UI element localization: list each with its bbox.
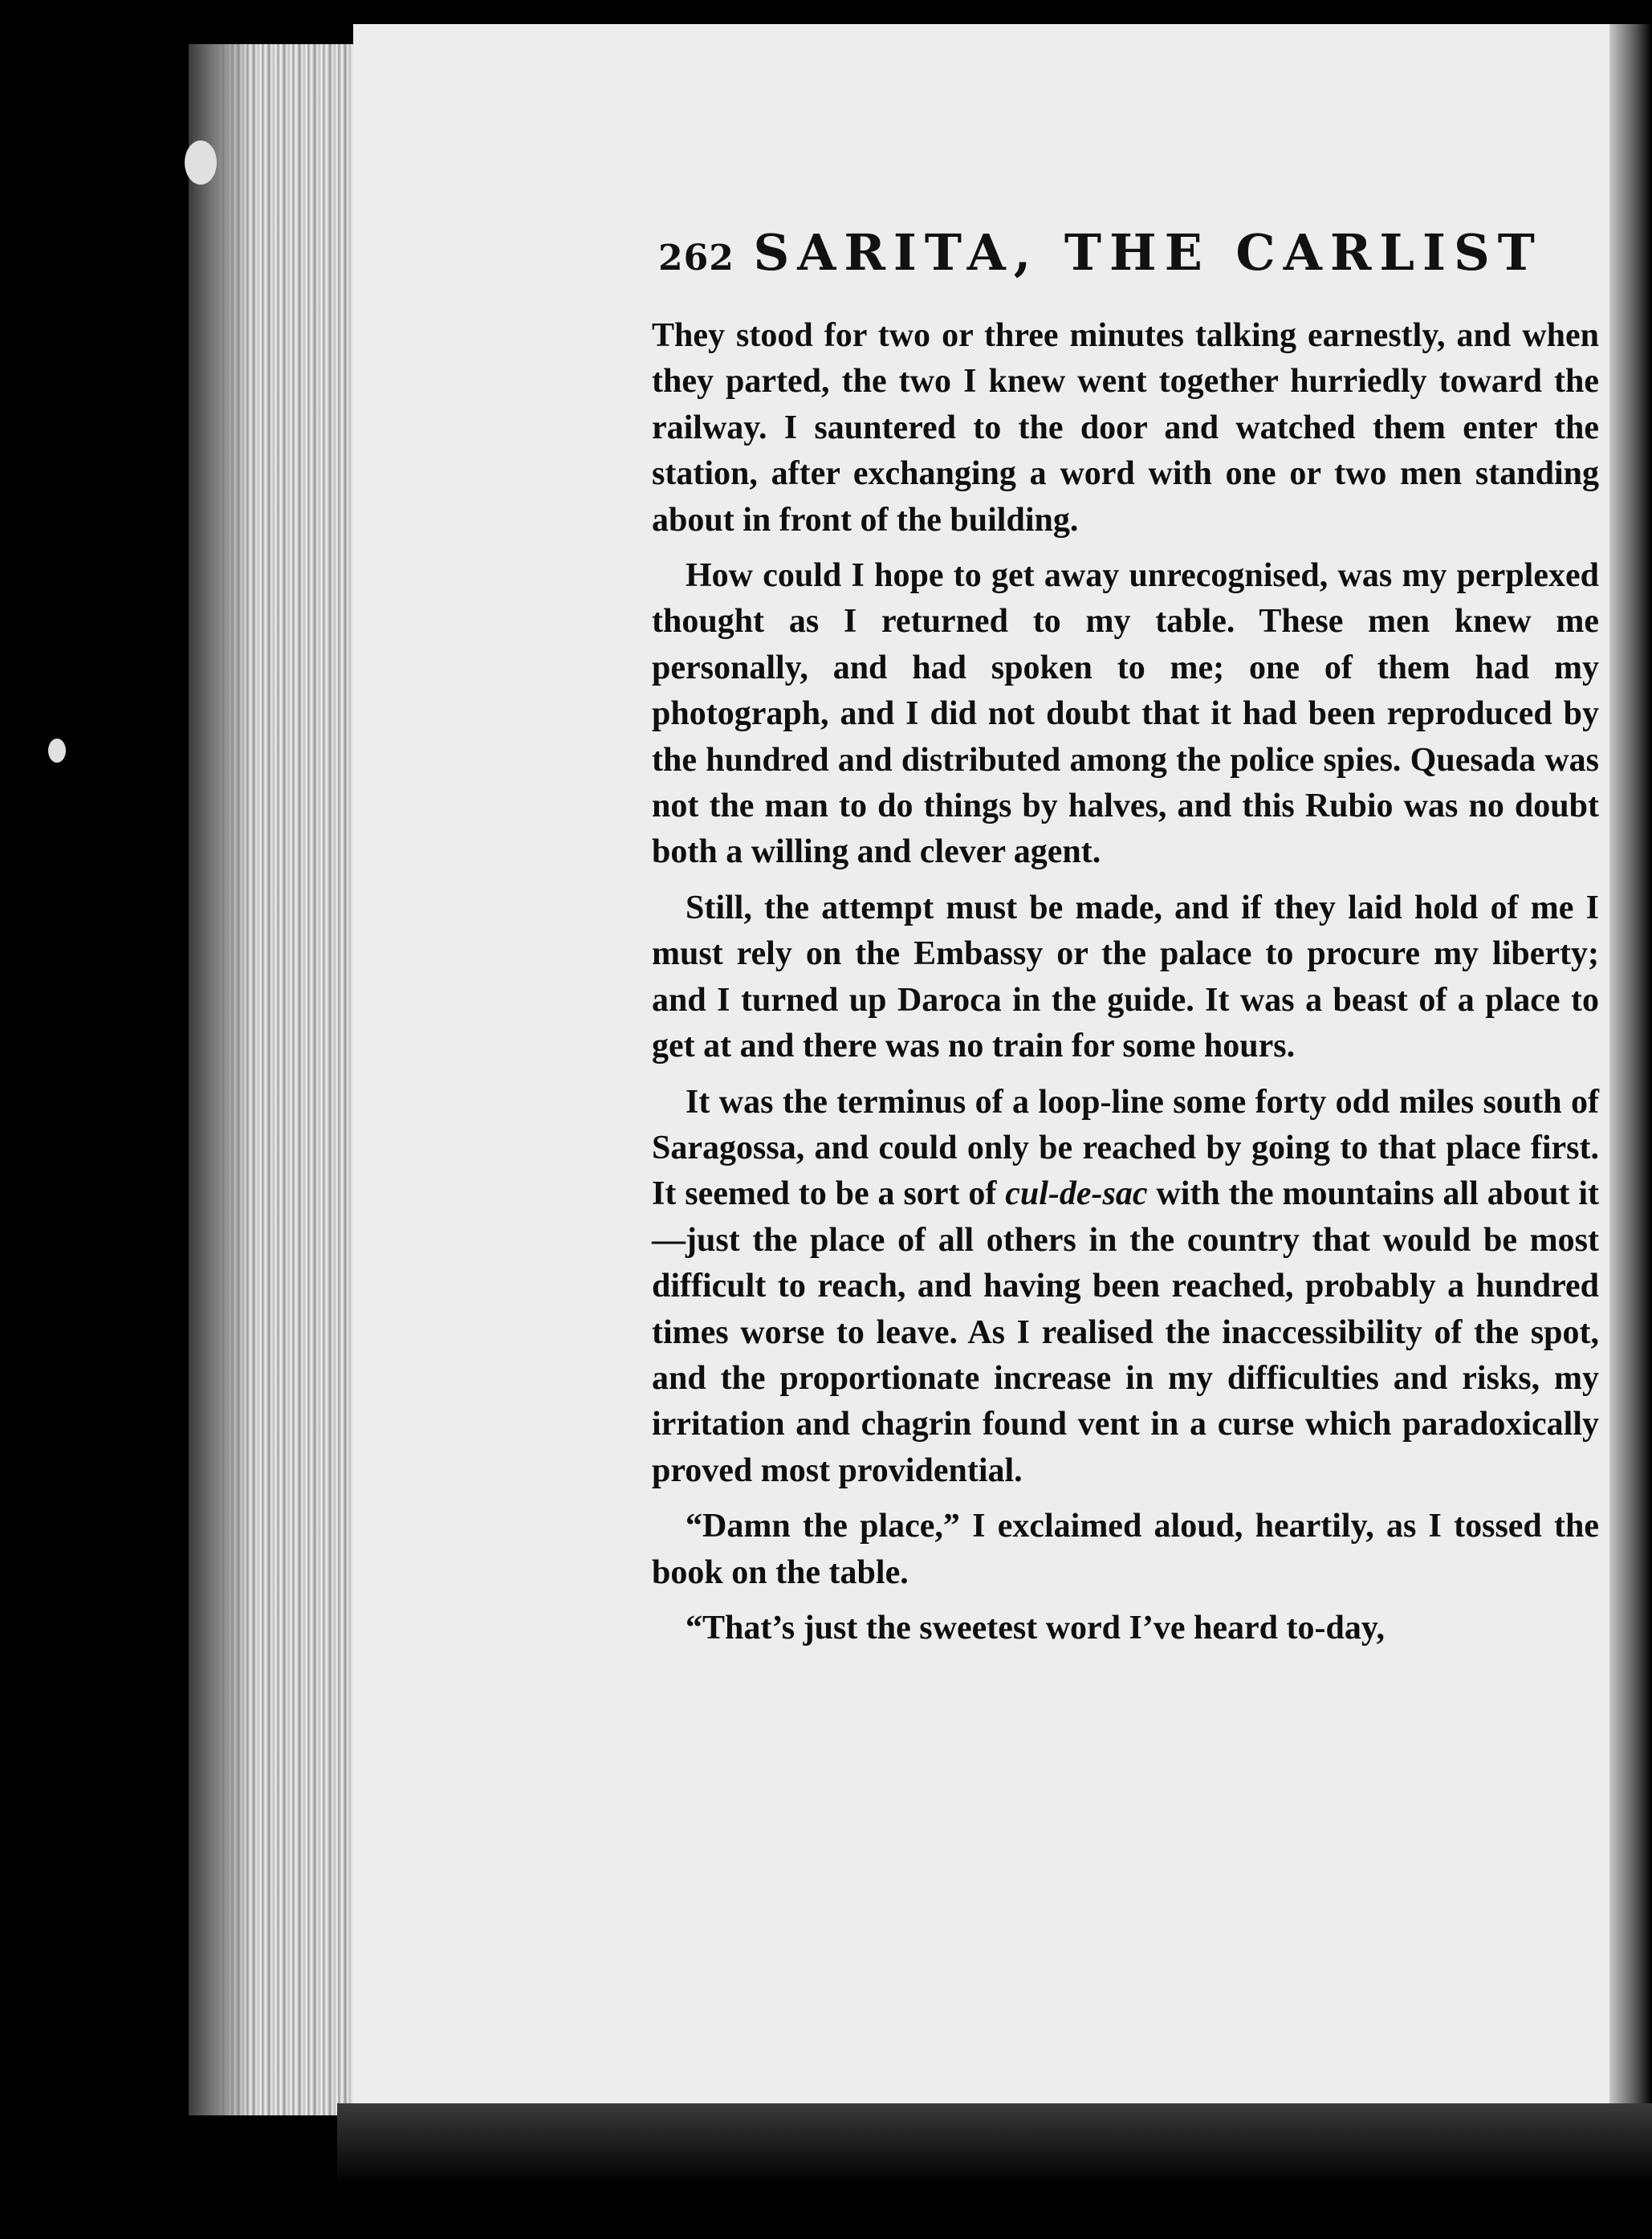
paragraph: Still, the attempt must be made, and if they laid hold of me I must rely on the Embassy or the palace to procure my liberty; and I turned up Daroca in the guide. It was a beast of a place to get at and there was no train for some hours.: [652, 889, 1599, 1065]
paragraph: They stood for two or three minutes talking earnestly, and when they parted, the two I knew went together hurriedly toward the railway. I sauntered to the door and watched them enter the station, after exchanging a word with one or two men standing about in front of the building.: [652, 317, 1599, 539]
page-number: 262: [658, 238, 734, 279]
paragraph-text: with the mountains all about it—just the place of all others in the country that would be most difficult to reach, and having been reached, probably a hundred times worse to leave. As I realised the inaccessibility of the spot, and the proportionate increase in my difficulties and risks, my irritation and chagrin found vent in a curse which paradoxically proved most providential.: [652, 1175, 1600, 1489]
paragraph: How could I hope to get away unrecognised, was my perplexed thought as I returned to my table. These men knew me personally, and had spoken to me; one of them had my photograph, and I did not doubt that it had been reproduced by the hundred and distributed among the police spies. Quesada was not the man to do things by halves, and this Rubio was no doubt both a willing and clever agent.: [652, 557, 1599, 871]
paragraph: “Damn the place,” I exclaimed aloud, heartily, as I tossed the book on the table.: [652, 1508, 1599, 1591]
binding-shadow: [189, 44, 253, 2115]
paragraph: [652, 1080, 1599, 1495]
margin-speck: [185, 140, 217, 185]
book-title: SARITA, THE CARLIST: [753, 223, 1543, 282]
paragraph: “That’s just the sweetest word I’ve heard to-day,: [686, 1609, 1385, 1647]
paragraph-text: It was the terminus of a loop-line some forty odd miles south of Saragossa, and could only be reached by going to that place first. It seemed to be a sort of: [652, 1083, 1599, 1213]
body-text: [652, 313, 1599, 1661]
page-bottom-shadow: [337, 2103, 1652, 2239]
italic-term: cul-de-sac: [1005, 1175, 1148, 1213]
running-head: [658, 223, 1557, 295]
page-right-shadow: [1609, 24, 1652, 2192]
margin-speck: [48, 739, 66, 763]
